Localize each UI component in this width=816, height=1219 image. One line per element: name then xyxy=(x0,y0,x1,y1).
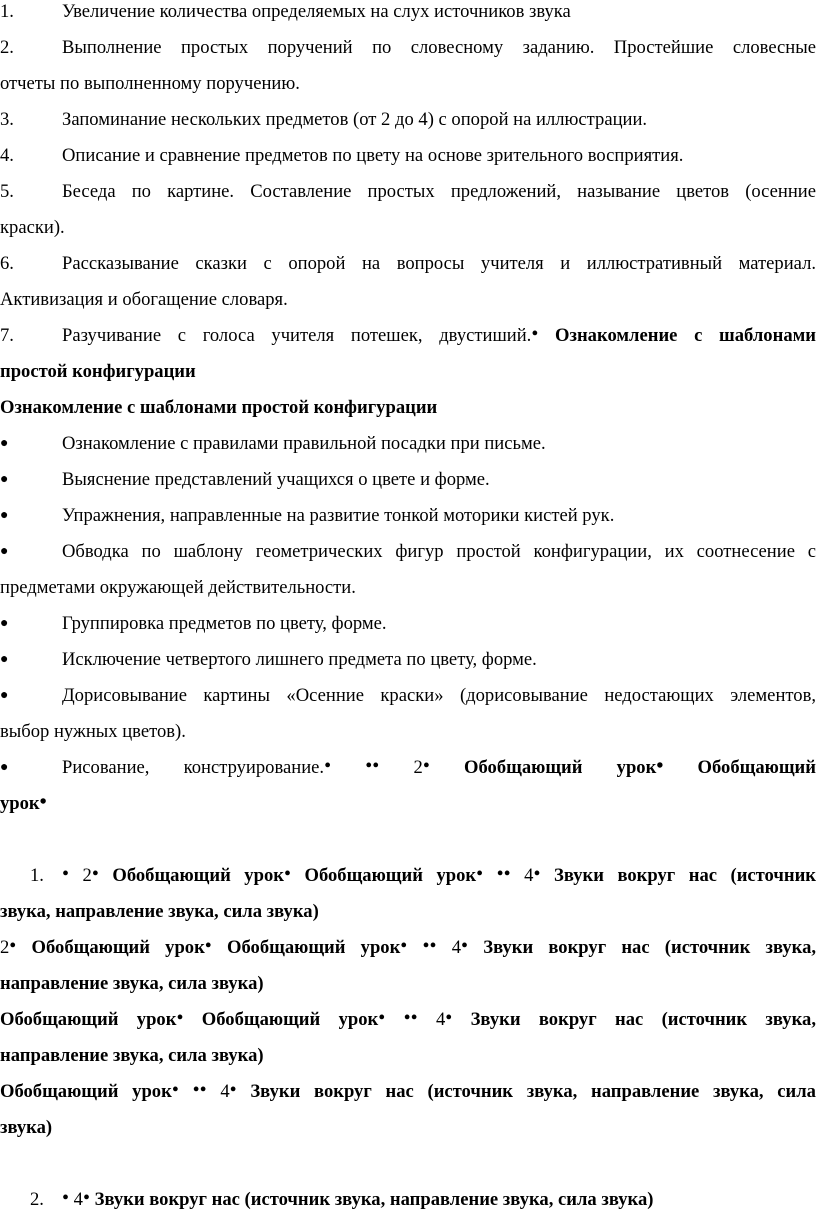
bullet-icon: ● xyxy=(0,544,9,559)
sounds-bold: Звуки вокруг нас (источник звука, xyxy=(483,937,816,958)
bullet-text: Группировка предметов по цвету, форме. xyxy=(62,613,387,634)
bullet-icon: ● xyxy=(0,616,9,631)
bullet-dot-icon: • xyxy=(91,863,99,885)
bullet-dot-icon: • xyxy=(533,863,541,885)
item-text: Рассказывание сказки с опорой на вопросы учителя и иллюстративный материал. xyxy=(62,253,816,274)
digit: 2 xyxy=(82,865,92,886)
bullet-dot-icon: • xyxy=(283,863,291,885)
word-bold xyxy=(617,757,816,778)
word-bold: урок xyxy=(0,793,40,814)
numbered-item-7-cont: простой конфигурации xyxy=(0,361,196,382)
lesson-bold: Обобщающий урок xyxy=(112,865,284,886)
bullet-dot-icon: • xyxy=(531,323,539,345)
sounds-bold: Звуки вокруг нас (источник звука, направление звука, сила xyxy=(250,1081,816,1102)
word-bold: Обобщающий xyxy=(464,757,583,778)
lesson-bold: Обобщающий урок xyxy=(304,865,477,886)
block-1-text xyxy=(62,864,816,888)
item-text: Увеличение количества определяемых на слух источников звука xyxy=(62,1,571,22)
item-number: 3. xyxy=(0,109,14,130)
item-number: 2. xyxy=(0,37,14,58)
item-number: 5. xyxy=(0,181,14,202)
lesson-bold: Обобщающий урок xyxy=(227,937,401,958)
item-number: 6. xyxy=(0,253,14,274)
item-text: Описание и сравнение предметов по цвету на основе зрительного восприятия. xyxy=(62,145,684,166)
bullet-icon: ● xyxy=(0,760,9,775)
bullet-dot-icon: • xyxy=(204,935,212,957)
item-text: Беседа по картине. Составление простых предложений, называние цветов (осенние xyxy=(62,181,816,202)
word-bold: урок xyxy=(338,1009,379,1030)
item-text xyxy=(62,324,816,348)
digit: 4 xyxy=(451,937,462,958)
word-bold: урок xyxy=(136,1009,177,1030)
section-heading: Ознакомление с шаблонами простой конфигурации xyxy=(0,397,438,418)
bullet-text: Выяснение представлений учащихся о цвете и форме. xyxy=(62,469,490,490)
word-bold-part: урок xyxy=(616,757,657,778)
block-4-text xyxy=(0,1080,816,1104)
numbered-item-5-cont: краски). xyxy=(0,217,65,238)
bullet-dot-icon: • xyxy=(62,1187,70,1209)
item-number: 4. xyxy=(0,145,14,166)
item-text: Запоминание нескольких предметов (от 2 до 4) с опорой на иллюстрации. xyxy=(62,109,648,130)
numbered-item-2-cont: отчеты по выполненному поручению. xyxy=(0,73,300,94)
bullet-dot-icon: • xyxy=(476,863,484,885)
bullet-dot-icon: • xyxy=(62,863,70,885)
sounds-bold: Звуки вокруг нас (источник звука, xyxy=(470,1009,816,1030)
lesson-bold: Обобщающий урок xyxy=(0,1081,172,1102)
bullet-dot-icon: •• xyxy=(365,755,380,777)
bullet-icon: ● xyxy=(0,508,9,523)
bullet-text: Исключение четвертого лишнего предмета по цвету, форме. xyxy=(62,649,537,670)
digit: 2 xyxy=(0,937,10,958)
bullet-text xyxy=(62,756,816,780)
bullet-dot-icon: • xyxy=(9,935,17,957)
bullet-dot-icon: •• xyxy=(403,1007,418,1029)
block-4-line-2: звука) xyxy=(0,1117,53,1138)
word-bold: Обобщающий xyxy=(201,1009,321,1030)
bullet-dot-icon: • xyxy=(400,935,408,957)
lesson-bold: Обобщающий урок xyxy=(31,937,205,958)
bullet-dot-icon: • xyxy=(229,1079,237,1101)
bullet-dot-icon: • xyxy=(176,1007,184,1029)
bullet-dot-icon: • xyxy=(656,755,664,777)
numbered-item-6-cont: Активизация и обогащение словаря. xyxy=(0,289,288,310)
bullet-dot-icon: • xyxy=(171,1079,179,1101)
bullet-text: Ознакомление с правилами правильной посадки при письме. xyxy=(62,433,546,454)
bullet-icon: ● xyxy=(0,652,9,667)
digit: 2 xyxy=(413,757,423,778)
bullet-item-4-cont: предметами окружающей действительности. xyxy=(0,577,356,598)
bullet-text: Обводка по шаблону геометрических фигур простой конфигурации, их соотнесение с xyxy=(62,541,816,562)
bullet-text: Дорисовывание картины «Осенние краски» (дорисовывание недостающих элементов, xyxy=(62,685,816,706)
bullet-text: Упражнения, направленные на развитие тонкой моторики кистей рук. xyxy=(62,505,615,526)
block-2-line-2: направление звука, сила звука) xyxy=(0,973,264,994)
bullet-dot-icon: •• xyxy=(422,935,437,957)
digit: 4 xyxy=(435,1009,446,1030)
word: Рисование, xyxy=(62,757,150,778)
item-number: 7. xyxy=(0,325,14,346)
bullet-dot-icon: •• xyxy=(496,863,511,885)
digit: 4 xyxy=(220,1081,230,1102)
bullet-dot-icon: • xyxy=(324,755,332,777)
block-1-number: 1. xyxy=(30,865,44,886)
bullet-item-8-cont xyxy=(0,792,816,816)
block-1-line-2: звука, направление звука, сила звука) xyxy=(0,901,319,922)
bullet-icon: ● xyxy=(0,472,9,487)
bullet-dot-icon: • xyxy=(445,1007,453,1029)
sounds-bold: Звуки вокруг нас (источник xyxy=(554,865,816,886)
word: конструирование. xyxy=(183,757,325,778)
bullet-dot-icon: • xyxy=(39,791,47,813)
bullet-icon: ● xyxy=(0,688,9,703)
word-bold-part: Обобщающий xyxy=(697,757,816,778)
block-2-text xyxy=(0,936,816,960)
digit: 4 xyxy=(524,865,534,886)
item-text-plain: Разучивание с голоса учителя потешек, двустиший. xyxy=(62,325,532,346)
bullet-dot-icon: • xyxy=(422,755,430,777)
block-3-text xyxy=(0,1008,816,1032)
item-text: Выполнение простых поручений по словесному заданию. Простейшие словесные xyxy=(62,37,816,58)
item-text-bold: Ознакомление с шаблонами xyxy=(555,325,816,346)
bullet-icon: ● xyxy=(0,436,9,451)
bullet-dot-icon: • xyxy=(378,1007,386,1029)
word-bold: Обобщающий xyxy=(0,1009,119,1030)
bullet-dot-icon: • xyxy=(82,1187,90,1209)
bullet-dot-icon: • xyxy=(461,935,469,957)
sounds-bold: Звуки вокруг нас (источник звука, направление звука, сила звука) xyxy=(94,1189,654,1210)
item-number: 1. xyxy=(0,1,14,22)
bullet-item-7-cont: выбор нужных цветов). xyxy=(0,721,186,742)
block-3-line-2: направление звука, сила звука) xyxy=(0,1045,264,1066)
bullet-dot-icon: •• xyxy=(192,1079,207,1101)
block-5-text xyxy=(62,1188,653,1212)
block-5-number: 2. xyxy=(30,1189,44,1210)
digit: 4 xyxy=(73,1189,83,1210)
